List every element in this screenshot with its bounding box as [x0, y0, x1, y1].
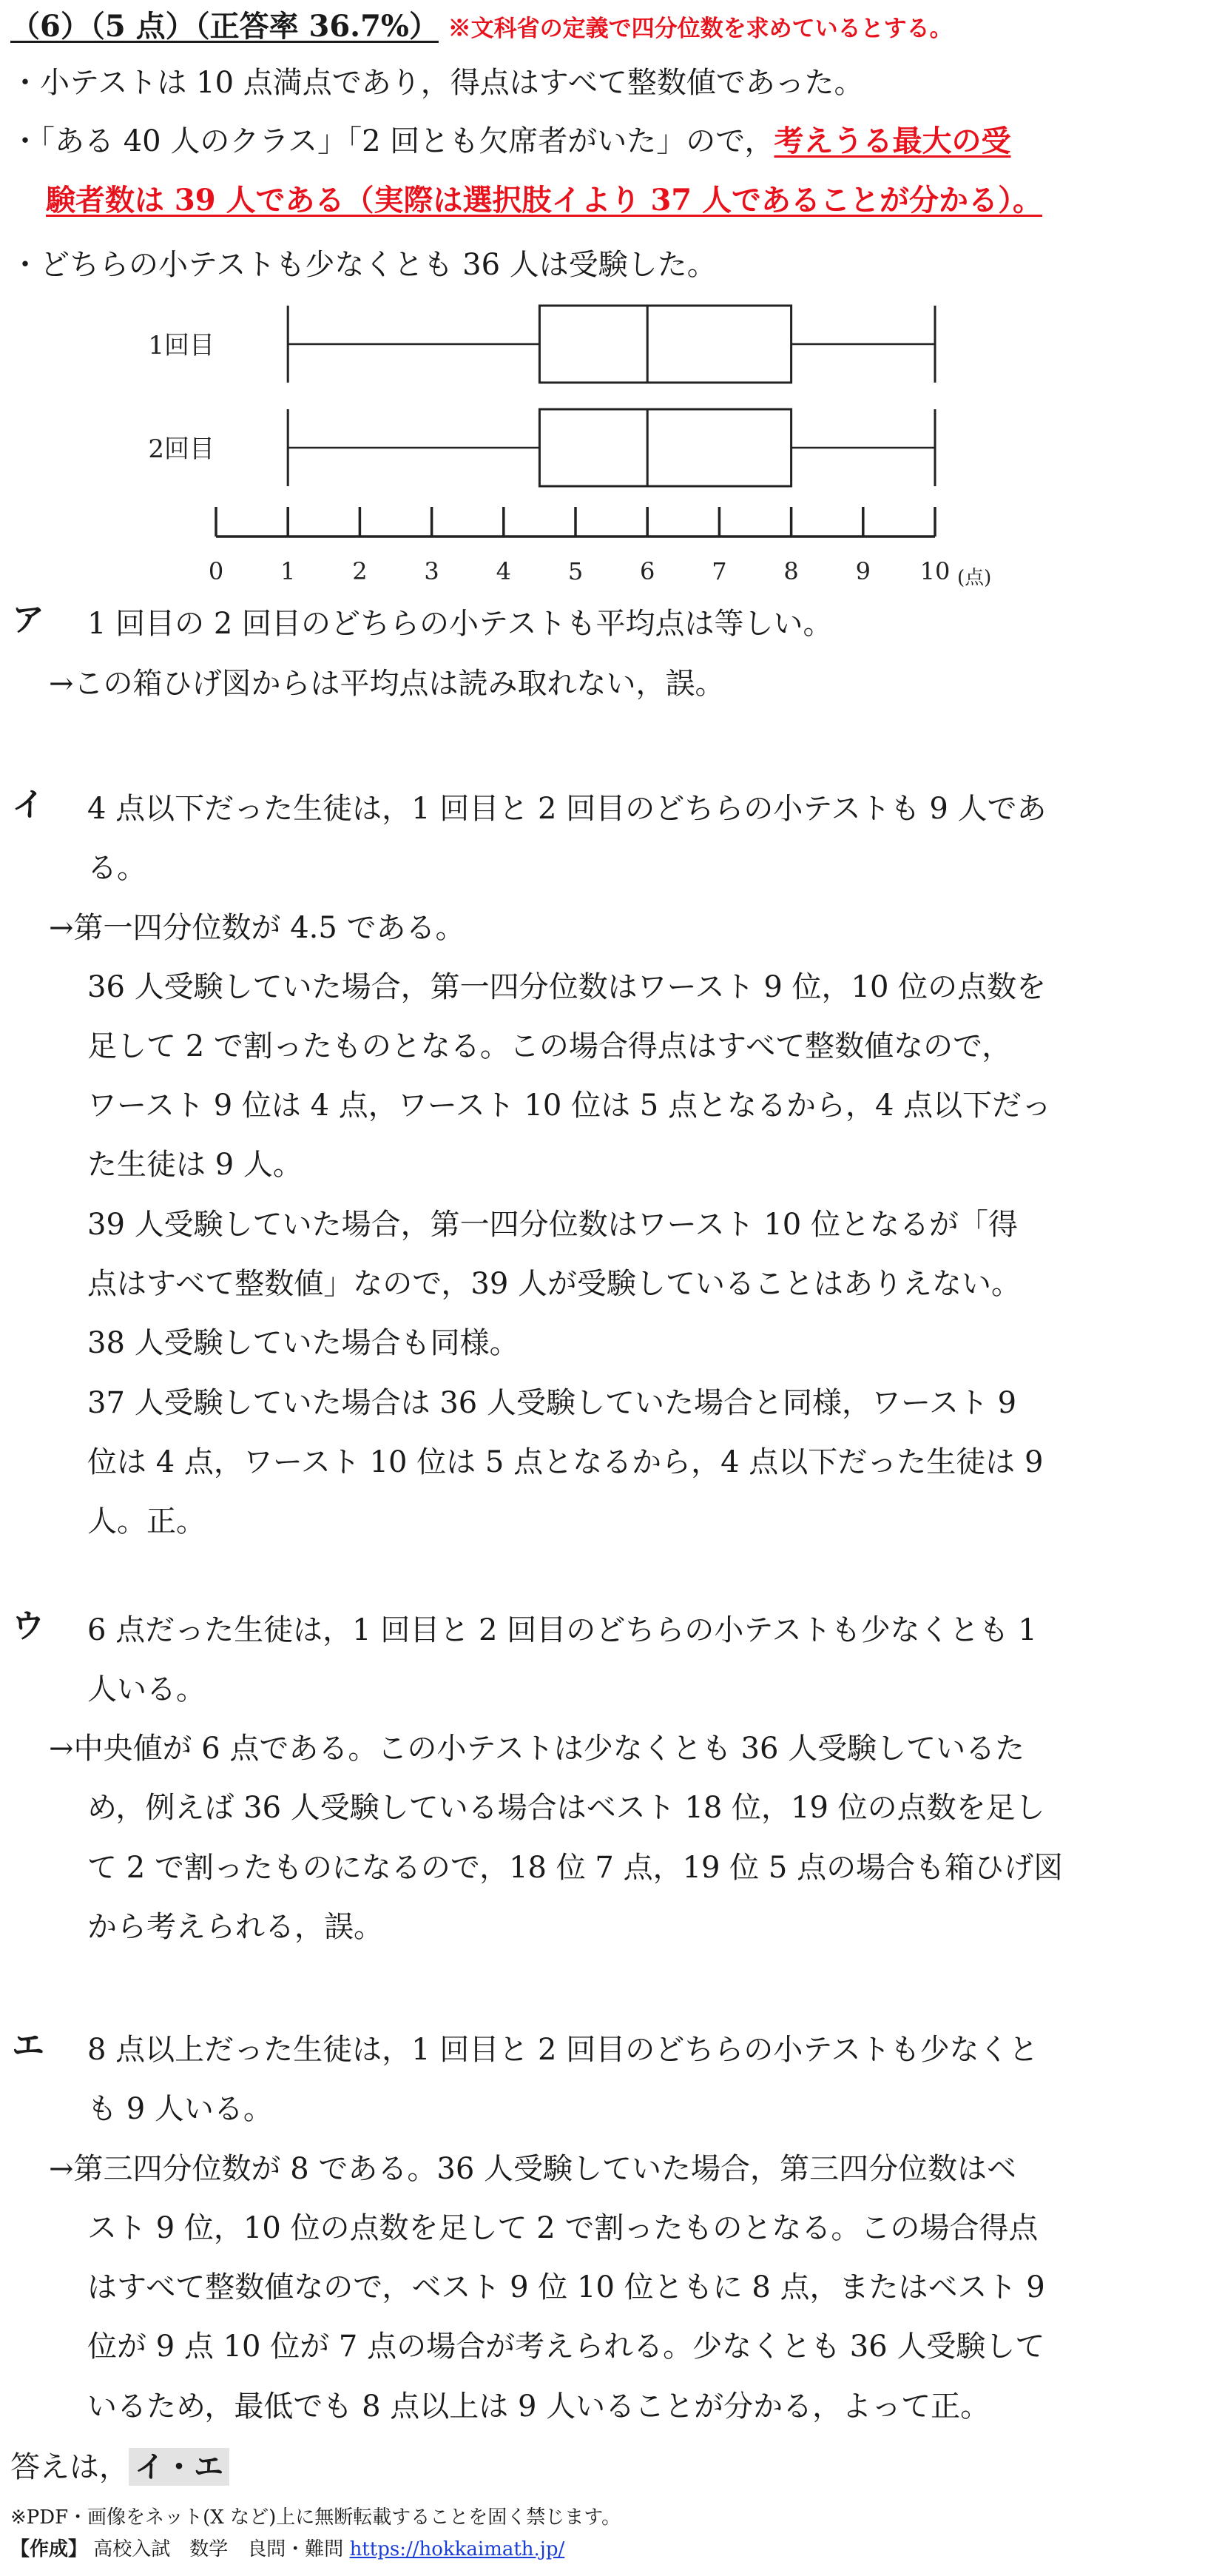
tick-label: 5	[567, 557, 584, 585]
bullet-1: ・小テストは 10 点満点であり，得点はすべて整数値であった。	[10, 66, 864, 100]
answer-line	[10, 2446, 229, 2488]
boxplot-chart	[0, 292, 1205, 603]
choice-e-explanation-4: 位が 9 点 10 位が 7 点の場合が考えられる。少なくとも 36 人受験して	[87, 2330, 1045, 2364]
choice-a-label: ア	[12, 601, 44, 639]
tick-label: 1	[280, 557, 296, 585]
site-link[interactable]: https://hokkaimath.jp/	[349, 2538, 565, 2560]
choice-i-explanation-3: 足して 2 で割ったものとなる。この場合得点はすべて整数値なので，	[87, 1029, 1012, 1063]
tick-label: 3	[424, 557, 439, 585]
choice-a-statement: 1 回目の 2 回目のどちらの小テストも平均点は等しい。	[87, 607, 833, 641]
choice-i-explanation-2: 36 人受験していた場合，第一四分位数はワースト 9 位，10 位の点数を	[87, 970, 1047, 1004]
tick-label: 4	[496, 557, 511, 585]
choice-u-explanation-4: から考えられる，誤。	[87, 1910, 383, 1944]
series-label: 2回目	[148, 434, 215, 464]
axis-unit-label: (点)	[957, 567, 992, 589]
tick-label: 8	[783, 557, 799, 585]
choice-e-explanation-1: →第三四分位数が 8 である。36 人受験していた場合，第三四分位数はベ	[49, 2152, 1017, 2186]
choice-i-explanation-8: 38 人受験していた場合も同様。	[87, 1326, 519, 1360]
choice-e-explanation-5: いるため，最低でも 8 点以上は 9 人いることが分かる，よって正。	[87, 2390, 990, 2424]
choice-i-explanation-7: 点はすべて整数値」なので，39 人が受験していることはありえない。	[87, 1267, 1022, 1301]
choice-i-statement-1: 4 点以下だった生徒は，1 回目と 2 回目のどちらの小テストも 9 人であ	[87, 792, 1047, 826]
choice-e-label: エ	[12, 2027, 44, 2065]
bullet-2-cont	[46, 180, 1042, 221]
choice-u-label: ウ	[12, 1607, 44, 1645]
series-label: 1回目	[148, 331, 215, 360]
credit-line	[10, 2537, 564, 2562]
choice-e-statement-2: も 9 人いる。	[87, 2092, 273, 2126]
answer-value: イ・エ	[129, 2448, 229, 2486]
choice-u-explanation-1: →中央値が 6 点である。この小テストは少なくとも 36 人受験しているた	[49, 1732, 1025, 1766]
copyright-notice: ※PDF・画像をネット(X など)上に無断転載することを固く禁じます。	[10, 2506, 621, 2529]
iqr-box	[539, 306, 791, 383]
choice-u-explanation-3: て 2 で割ったものになるので，18 位 7 点，19 位 5 点の場合も箱ひげ図	[87, 1851, 1064, 1885]
bullet-3: ・どちらの小テストも少なくとも 36 人は受験した。	[10, 248, 717, 282]
choice-e-statement-1: 8 点以上だった生徒は，1 回目と 2 回目のどちらの小テストも少なくと	[87, 2033, 1039, 2067]
tick-label: 0	[208, 557, 224, 585]
choice-i-explanation-9: 37 人受験していた場合は 36 人受験していた場合と同様，ワースト 9	[87, 1386, 1017, 1420]
choice-e-explanation-3: はすべて整数値なので，ベスト 9 位 10 位ともに 8 点，またはベスト 9	[87, 2270, 1045, 2304]
choice-i-explanation-6: 39 人受験していた場合，第一四分位数はワースト 10 位となるが「得	[87, 1208, 1018, 1242]
choice-u-explanation-2: め，例えば 36 人受験している場合はベスト 18 位，19 位の点数を足し	[87, 1791, 1045, 1825]
iqr-box	[539, 409, 791, 486]
definition-note: ※文科省の定義で四分位数を求めているとする。	[448, 16, 953, 42]
bullet-2-highlight-2: 験者数は 39 人である（実際は選択肢イより 37 人であることが分かる）。	[46, 183, 1043, 218]
tick-label: 10	[919, 557, 951, 585]
tick-label: 7	[712, 557, 727, 585]
bullet-2-highlight-1: 考えうる最大の受	[774, 124, 1011, 158]
problem-label: （6）（5 点）（正答率 36.7%）	[10, 9, 439, 44]
choice-u-statement-1: 6 点だった生徒は，1 回目と 2 回目のどちらの小テストも少なくとも 1	[87, 1613, 1037, 1647]
choice-i-explanation-5: た生徒は 9 人。	[87, 1148, 303, 1182]
choice-i-label: イ	[12, 786, 44, 824]
choice-i-explanation-10: 位は 4 点，ワースト 10 位は 5 点となるから，4 点以下だった生徒は 9	[87, 1445, 1044, 1479]
choice-e-explanation-2: スト 9 位，10 位の点数を足して 2 で割ったものとなる。この場合得点	[87, 2211, 1039, 2245]
choice-u-statement-2: 人いる。	[87, 1672, 206, 1706]
credit-label: 【作成】	[10, 2538, 88, 2560]
tick-label: 2	[352, 557, 368, 585]
bullet-2	[10, 121, 1011, 162]
credit-text: 高校入試 数学 良問・難問	[93, 2538, 344, 2560]
choice-i-explanation-11: 人。正。	[87, 1504, 206, 1538]
bullet-2-text: ・「ある 40 人のクラス」「2 回とも欠席者がいた」ので，	[10, 124, 774, 158]
tick-label: 9	[855, 557, 871, 585]
choice-a-explanation: →この箱ひげ図からは平均点は読み取れない，誤。	[49, 667, 725, 701]
choice-i-statement-2: る。	[87, 851, 146, 885]
choice-i-explanation-4: ワースト 9 位は 4 点，ワースト 10 位は 5 点となるから，4 点以下だっ	[87, 1089, 1052, 1123]
problem-header	[10, 6, 953, 50]
choice-i-explanation-1: →第一四分位数が 4.5 である。	[49, 911, 465, 945]
answer-prefix: 答えは，	[10, 2450, 129, 2484]
tick-label: 6	[640, 557, 655, 585]
